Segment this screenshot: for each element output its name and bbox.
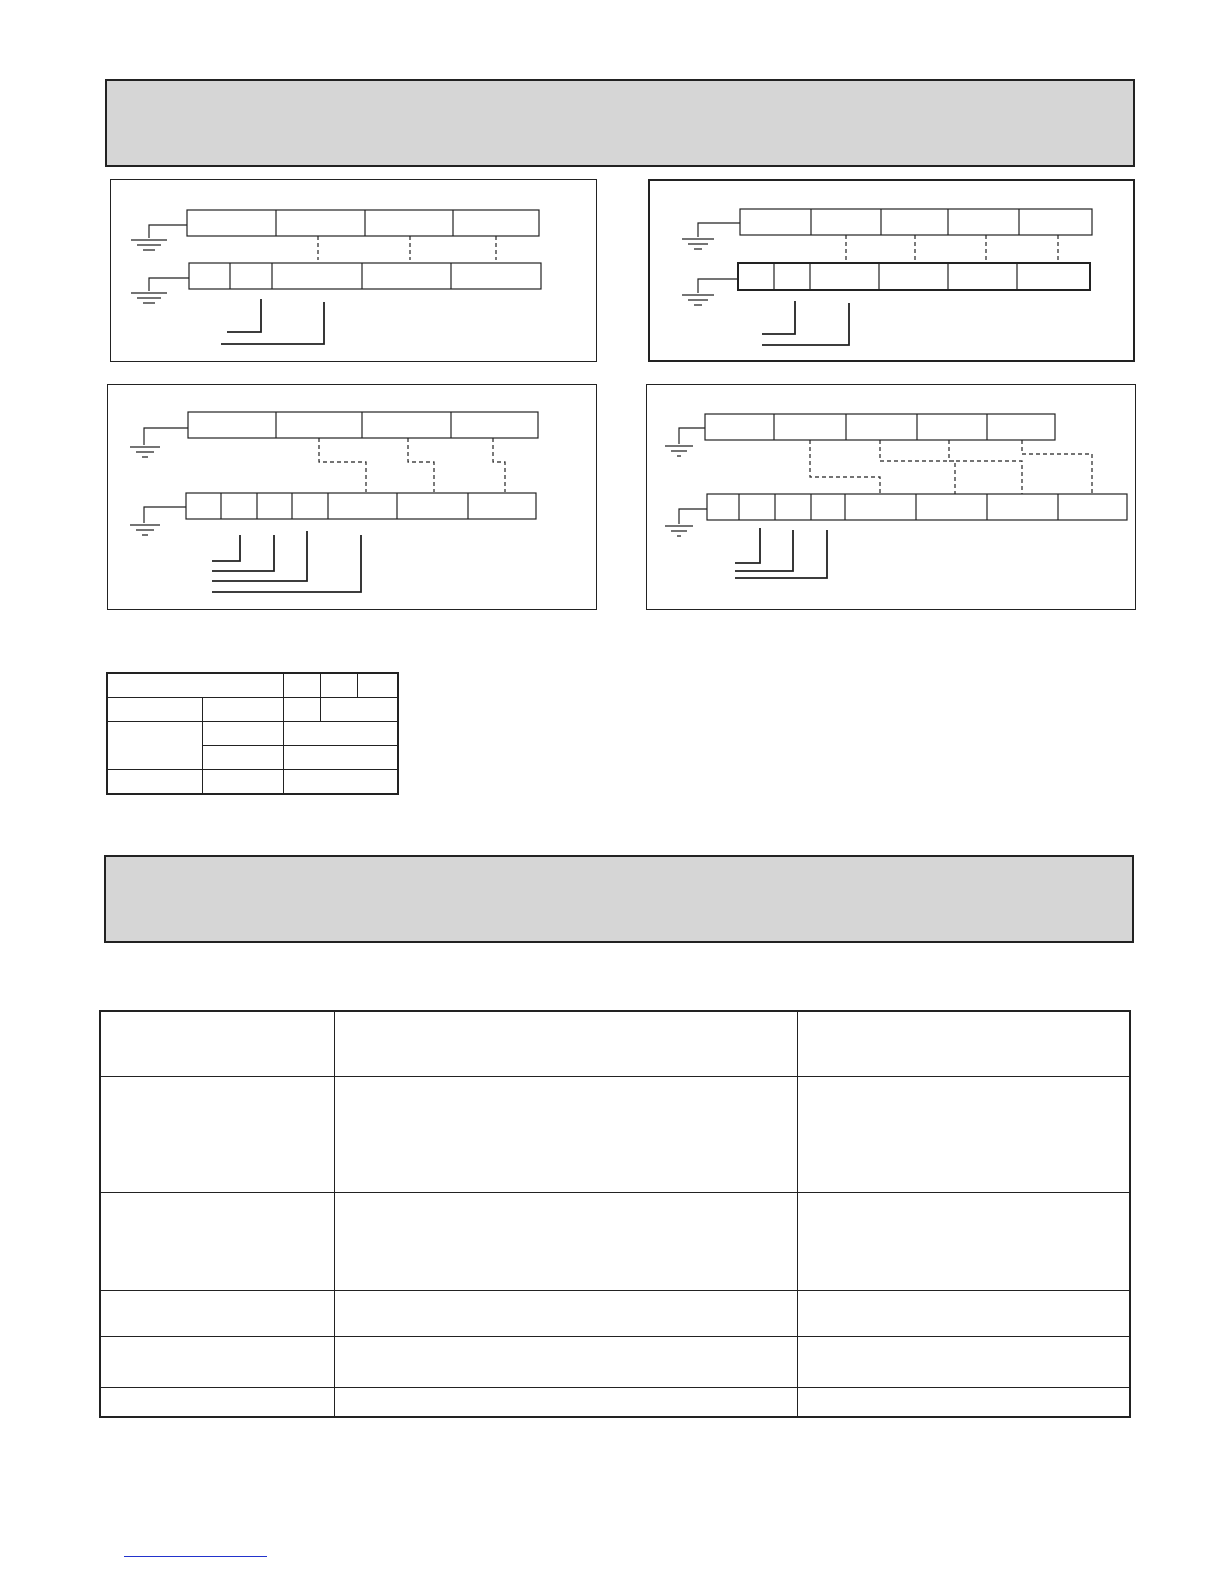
table-row: [100, 1337, 1130, 1388]
table-cell: [798, 1388, 1131, 1418]
table-cell: [357, 673, 398, 698]
footer-link[interactable]: [124, 1556, 267, 1557]
table-cell: [100, 1193, 335, 1291]
table-cell: [100, 1337, 335, 1388]
table-cell: [283, 673, 320, 698]
section-header-band: [105, 79, 1135, 167]
register-diagram-3: [107, 384, 597, 610]
register-diagram-2: [648, 179, 1135, 362]
table-cell: [798, 1291, 1131, 1337]
lookup-table: [106, 672, 399, 795]
table-cell: [202, 746, 283, 770]
register-diagram-2-drawing: [650, 181, 1137, 364]
table-cell: [283, 770, 398, 795]
table-row: [107, 698, 398, 722]
table-cell: [335, 1291, 798, 1337]
table-cell: [107, 770, 202, 795]
table-row: [100, 1388, 1130, 1418]
table-row: [107, 673, 398, 698]
register-diagram-1: [110, 179, 597, 362]
register-diagram-4: [646, 384, 1136, 610]
table-cell: [202, 698, 283, 722]
table-cell: [321, 698, 398, 722]
column-header: [798, 1011, 1131, 1077]
table-row: [100, 1077, 1130, 1193]
table-cell: [100, 1291, 335, 1337]
section-header-band: [104, 855, 1134, 943]
table-cell: [100, 1388, 335, 1418]
table-cell: [283, 698, 320, 722]
register-diagram-1-drawing: [111, 180, 598, 363]
table-cell: [321, 673, 358, 698]
table-header-row: [100, 1011, 1130, 1077]
table-cell: [107, 673, 283, 698]
table-cell: [107, 698, 202, 722]
table-cell: [798, 1337, 1131, 1388]
table-cell: [798, 1193, 1131, 1291]
column-header: [335, 1011, 798, 1077]
table-row: [100, 1291, 1130, 1337]
table-row: [107, 722, 398, 746]
column-header: [100, 1011, 335, 1077]
table-cell: [283, 746, 398, 770]
table-row: [100, 1193, 1130, 1291]
table-cell: [798, 1077, 1131, 1193]
table-cell: [202, 770, 283, 795]
main-table: [99, 1010, 1131, 1418]
table-cell: [335, 1388, 798, 1418]
table-cell: [107, 722, 202, 770]
register-diagram-3-drawing: [108, 385, 598, 611]
table-cell: [100, 1077, 335, 1193]
table-cell: [335, 1193, 798, 1291]
table-cell: [335, 1337, 798, 1388]
table-cell: [283, 722, 398, 746]
table-cell: [335, 1077, 798, 1193]
table-row: [107, 770, 398, 795]
register-diagram-4-drawing: [647, 385, 1137, 611]
table-cell: [202, 722, 283, 746]
